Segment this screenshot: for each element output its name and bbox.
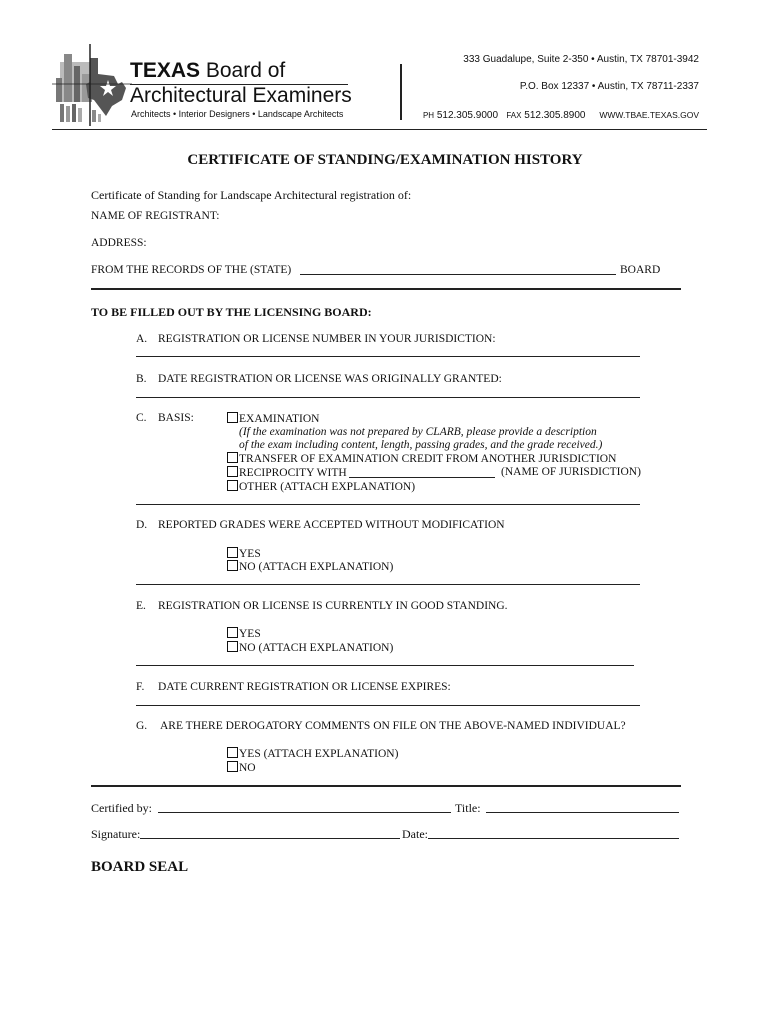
signature-label: Signature: [91,827,141,841]
jurisdiction-suffix: (NAME OF JURISDICTION) [501,466,641,478]
item-f-letter: F. [136,681,145,693]
item-b-letter: B. [136,373,147,385]
item-g-yes-label: YES (ATTACH EXPLANATION) [239,748,399,760]
item-e-no [227,641,393,654]
org-tagline: Architects • Interior Designers • Landscape Architects [131,109,344,119]
org-name-rest: Board of [200,59,286,82]
item-a-field[interactable] [136,356,640,357]
item-d-field[interactable] [136,584,640,585]
signature-field[interactable] [140,838,400,839]
phone-label: PH [422,111,435,120]
reciprocity-jurisdiction-field[interactable] [349,477,495,478]
org-name [130,59,285,83]
exam-note-2: of the exam including content, length, passing grades, and the grade received.) [239,439,603,451]
header-divider [400,64,402,120]
option-transfer [227,452,616,465]
item-f-text: DATE CURRENT REGISTRATION OR LICENSE EXPIRES: [158,681,451,693]
item-e-yes [227,627,261,640]
date-label: Date: [402,827,428,841]
transfer-checkbox[interactable] [227,452,238,463]
item-e-no-label: NO (ATTACH EXPLANATION) [239,642,394,654]
item-e-letter: E. [136,600,146,612]
option-reciprocity [227,466,347,479]
texas-logo-graphic [52,44,132,126]
item-d-yes-label: YES [239,548,261,560]
item-g-yes-checkbox[interactable] [227,747,238,758]
board-label: BOARD [620,264,661,276]
item-g-yes [227,747,398,760]
item-e-yes-checkbox[interactable] [227,627,238,638]
option-examination [227,412,320,425]
item-e-yes-label: YES [239,628,261,640]
document-title: CERTIFICATE OF STANDING/EXAMINATION HISTORY [187,152,583,168]
title-label: Title: [455,801,481,815]
reciprocity-label: RECIPROCITY WITH [239,467,347,479]
website: WWW.TBAE.TEXAS.GOV [599,110,699,120]
item-f-field[interactable] [136,705,640,706]
other-checkbox[interactable] [227,480,238,491]
header-rule [52,129,707,130]
option-other [227,480,415,493]
item-d-letter: D. [136,519,148,531]
contact-line [423,110,699,121]
item-d-yes-checkbox[interactable] [227,547,238,558]
section-rule [91,288,681,290]
exam-note-1: (If the examination was not prepared by CLARB, please provide a description [239,426,597,438]
item-c-label: BASIS: [158,412,194,424]
state-field[interactable] [300,274,616,275]
item-b-text: DATE REGISTRATION OR LICENSE WAS ORIGINALLY GRANTED: [158,373,502,385]
board-seal-label: BOARD SEAL [91,859,189,875]
item-d-no-label: NO (ATTACH EXPLANATION) [239,561,394,573]
examination-label: EXAMINATION [239,413,320,425]
address-line1: 333 Guadalupe, Suite 2-350 • Austin, TX 78701-3942 [463,54,699,65]
address-line2: P.O. Box 12337 • Austin, TX 78711-2337 [519,81,699,92]
item-d-text: REPORTED GRADES WERE ACCEPTED WITHOUT MODIFICATION [158,519,505,531]
item-c-letter: C. [136,412,147,424]
reciprocity-checkbox[interactable] [227,466,238,477]
item-e-text: REGISTRATION OR LICENSE IS CURRENTLY IN GOOD STANDING. [158,600,508,612]
org-name-line2: Architectural Examiners [130,84,352,107]
other-label: OTHER (ATTACH EXPLANATION) [239,481,416,493]
footer-rule [91,785,681,787]
certified-by-field[interactable] [158,812,451,813]
fax-label: FAX [506,111,522,120]
registrant-name-label: NAME OF REGISTRANT: [91,210,220,222]
item-a-letter: A. [136,333,148,345]
item-g-no-label: NO [239,762,256,774]
date-field[interactable] [428,838,679,839]
item-g-letter: G. [136,720,148,732]
fax-number: 512.305.8900 [524,110,586,121]
item-d-no-checkbox[interactable] [227,560,238,571]
logo [52,44,132,126]
item-g-no-checkbox[interactable] [227,761,238,772]
item-g-no [227,761,256,774]
records-label: FROM THE RECORDS OF THE (STATE) [91,264,292,276]
item-d-no [227,560,393,573]
title-field[interactable] [486,812,679,813]
phone-number: 512.305.9000 [436,110,499,121]
item-e-field[interactable] [136,665,634,666]
intro-line: Certificate of Standing for Landscape Architectural registration of: [91,188,412,202]
item-g-text: ARE THERE DEROGATORY COMMENTS ON FILE ON THE ABOVE-NAMED INDIVIDUAL? [160,720,626,732]
org-name-bold: TEXAS [130,59,201,82]
certified-by-label: Certified by: [91,801,152,815]
item-e-no-checkbox[interactable] [227,641,238,652]
item-d-yes [227,547,261,560]
item-a-text: REGISTRATION OR LICENSE NUMBER IN YOUR JURISDICTION: [158,333,496,345]
transfer-label: TRANSFER OF EXAMINATION CREDIT FROM ANOTHER JURISDICTION [239,453,617,465]
examination-checkbox[interactable] [227,412,238,423]
address-label: ADDRESS: [91,237,147,249]
item-b-field[interactable] [136,397,640,398]
item-c-field[interactable] [136,504,640,505]
section-heading: TO BE FILLED OUT BY THE LICENSING BOARD: [91,305,372,319]
